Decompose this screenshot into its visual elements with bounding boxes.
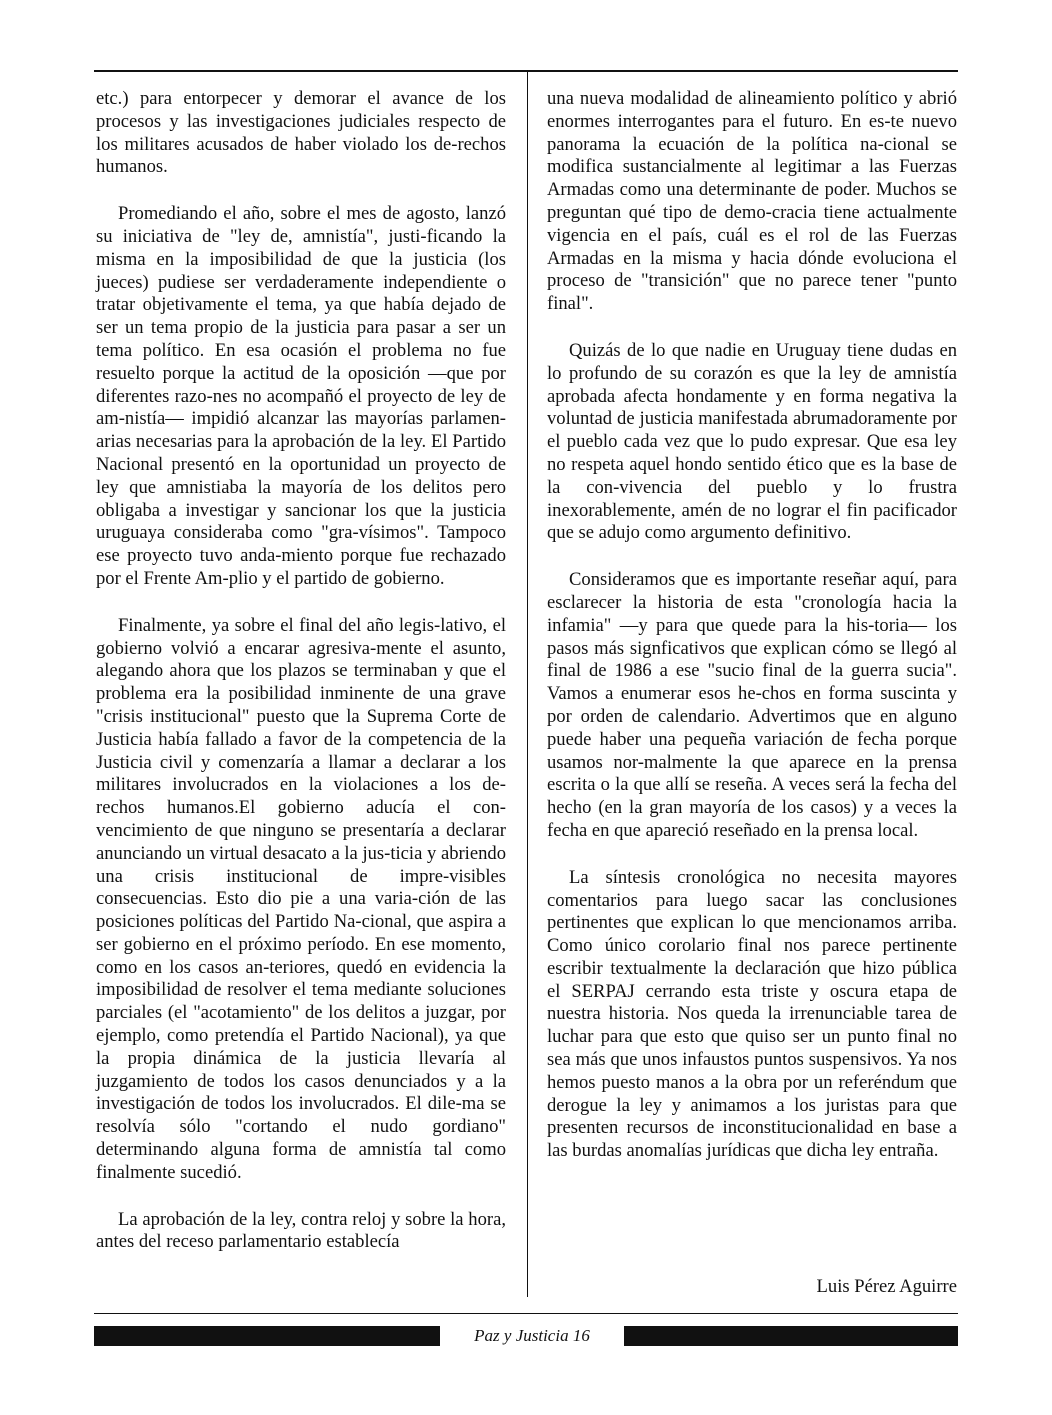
column-divider <box>527 72 528 1297</box>
left-column <box>96 88 506 1278</box>
bottom-rule <box>94 1313 958 1314</box>
page-footer <box>94 1324 958 1348</box>
footer-label: Paz y Justicia 16 <box>474 1326 590 1345</box>
left-paragraph-1: etc.) para entorpecer y demorar el avance de los procesos y las investigaciones judiciales respecto de los militares acusados de haber violado los de-rechos humanos. <box>96 88 506 178</box>
right-paragraph-3: Consideramos que es importante reseñar aquí, para esclarecer la historia de esta "cronología hacia la infamia" —y para que quede para la his-toria— los pasos más signficativos que explican cómo se llegó al final de 1986 a ese "sucio final de la guerra sucia". Vamos a enumerar esos he-chos en forma suscinta y por orden de calendario. Advertimos que en alguno puede haber una pequeña variación de fecha porque usamos nor-malmente la que aparece en la prensa escrita o la que allí se reseña. A veces será la fecha del hecho (en la gran mayoría de los casos) y a veces la fecha en que apareció reseñado en la prensa local. <box>547 569 957 841</box>
left-paragraph-3: Finalmente, ya sobre el final del año legis-lativo, el gobierno volvió a encarar agresiva-mente el asunto, alegando ahora que los plazos se terminaban y que el problema era la posibilidad inminente de una grave "crisis institucional" puesto que la Suprema Corte de Justicia había fallado a favor de la competencia de la Justicia civil y comenzaría a llamar a declarar a los militares involucrados en la violaciones a los de-rechos humanos.El gobierno aducía el con-vencimiento de que ninguno se presentaría a declarar anunciando un virtual desacato a la jus-ticia y abriendo una crisis institucional de impre-visibles consecuencias. Esto dio pie a una varia-ción de las posiciones políticas del Partido Na-cional, que aspira a ser gobierno en el próximo período. En ese momento, como en los casos an-teriores, quedó en evidencia la imposibilidad de resolver el tema mediante soluciones parciales (el "acotamiento" de los delitos a juzgar, por ejemplo, como pretendía el Partido Nacional), ya que la propia dinámica de la justicia llevaría al juzgamiento de todos los casos denunciados y a la investigación de todos los involucrados. El dile-ma se resolvía sólo "cortando el nudo gordiano" determinando alguna forma de amnistía tal como finalmente sucedió. <box>96 614 506 1183</box>
author-signature: Luis Pérez Aguirre <box>816 1276 957 1297</box>
right-paragraph-1: una nueva modalidad de alineamiento político y abrió enormes interrogantes para el futuro. En es-te nuevo panorama la ecuación de la política na-cional se modifica sustancialmente al legitimar a las Fuerzas Armadas como una determinante de poder. Muchos se preguntan qué tipo de demo-cracia tiene actualmente vigencia en el país, cuál es el rol de las Fuerzas Armadas en la misma y hacia dónde evoluciona el proceso de "transición" que no parece tener "punto final". <box>547 88 957 315</box>
footer-bar-right <box>624 1326 958 1346</box>
left-paragraph-4: La aprobación de la ley, contra reloj y sobre la hora, antes del receso parlamentario establecía <box>96 1208 506 1253</box>
footer-bar-left <box>94 1326 440 1346</box>
top-rule <box>94 70 958 72</box>
right-column <box>547 88 957 1187</box>
right-paragraph-4: La síntesis cronológica no necesita mayores comentarios para luego sacar las conclusiones pertinentes que explican lo que mencionamos arriba. Como único corolario final nos parece pertinente escribir textualmente la declaración que hizo pública el SERPAJ cerrando esta triste y oscura etapa de nuestra historia. Nos queda la irrenunciable tarea de luchar para que esto que quiso ser un punto final no sea más que unos infaustos puntos suspensivos. Ya nos hemos puesto manos a la obra por un referéndum que derogue la ley y animamos a los juristas para que presenten recursos de inconstitucionalidad en base a las burdas anomalías jurídicas que dicha ley entraña. <box>547 866 957 1162</box>
right-paragraph-2: Quizás de lo que nadie en Uruguay tiene dudas en lo profundo de su corazón es que la ley de amnistía aprobada afecta hondamente y en forma negativa la voluntad de justicia manifestada abrumadoramente por el pueblo cada vez que lo pudo expresar. Que esa ley no respeta aquel hondo sentido ético que es la base de la con-vivencia del pueblo y lo frustra inexorablemente, amén de no lograr el fin pacificador que se adujo como argumento definitivo. <box>547 339 957 544</box>
left-paragraph-2: Promediando el año, sobre el mes de agosto, lanzó su iniciativa de "ley de, amnistía", justi-ficando la misma en la imposibilidad de que la justicia (los jueces) pudiese ser verdaderamente independiente o tratar objetivamente el tema, ya que había dejado de ser un tema propio de la justicia para pasar a ser un tema político. En esa ocasión el problema no fue resuelto porque la actitud de la oposición —que por diferentes razo-nes no acompañó el proyecto de ley de am-nistía— impidió alcanzar las mayorías parlamen-arias necesarias para la aprobación de la ley. El Partido Nacional presentó en la oportunidad un proyecto de ley que amnistiaba la mayoría de los delitos pero obligaba a investigar y sancionar los que la justicia uruguaya consideraba como "gra-vísimos". Tampoco ese proyecto tuvo anda-miento porque fue rechazado por el Frente Am-plio y el partido de gobierno. <box>96 203 506 589</box>
